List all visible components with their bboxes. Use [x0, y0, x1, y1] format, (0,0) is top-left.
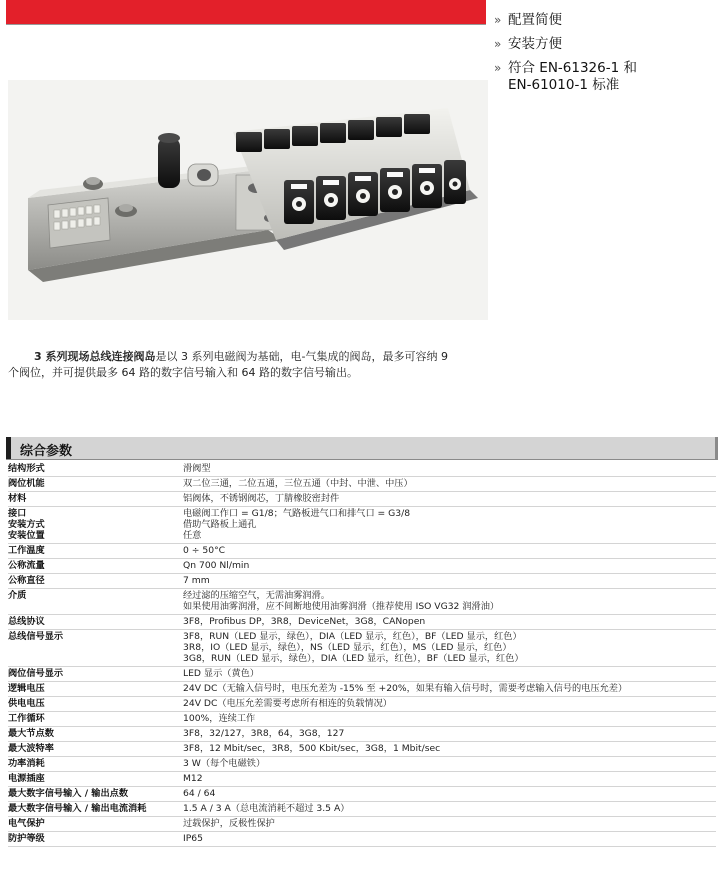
- param-value-text: 3F8，RUN（LED 显示，绿色），DIA（LED 显示，红色），BF（LED 显示，红色）: [183, 631, 522, 642]
- feature-item: » 配置简便: [494, 12, 562, 28]
- param-value-text: 3G8，RUN（LED 显示，绿色），DIA（LED 显示，红色），BF（LED 显示，红色）: [183, 653, 524, 664]
- params-section-header: [6, 437, 718, 460]
- header-end-marker: [715, 437, 718, 459]
- param-label: [8, 615, 183, 630]
- param-label-text: 最大波特率: [8, 743, 54, 754]
- param-label: [8, 544, 183, 559]
- param-label-text: 结构形式: [8, 463, 45, 474]
- param-value: [183, 615, 716, 630]
- param-label-text: 介质: [8, 590, 27, 601]
- param-value-text: 3F8，12 Mbit/sec，3R8，500 Kbit/sec，3G8，1 Mbit/sec: [183, 743, 441, 754]
- param-label-text: 工作循环: [8, 713, 45, 724]
- table-row: [8, 802, 716, 817]
- param-value: [183, 477, 716, 492]
- table-row: [8, 630, 716, 667]
- param-value: [183, 832, 716, 847]
- param-value: [183, 742, 716, 757]
- chevron-icon: »: [494, 61, 502, 75]
- param-label-text: 最大数字信号输入 / 输出电流消耗: [8, 803, 147, 814]
- table-row: [8, 787, 716, 802]
- param-label: [8, 574, 183, 589]
- table-row: [8, 615, 716, 630]
- param-value-text: 3F8，Profibus DP，3R8，DeviceNet，3G8，CANopen: [183, 616, 426, 627]
- param-value: [183, 802, 716, 817]
- param-value-text: 24V DC（无输入信号时，电压允差为 -15% 至 +20%，如果有输入信号时，需要考虑输入信号的电压允差）: [183, 683, 628, 694]
- param-label-text: 逻辑电压: [8, 683, 45, 694]
- table-row: [8, 697, 716, 712]
- table-row: [8, 817, 716, 832]
- param-value: [183, 574, 716, 589]
- param-value-text: 7 mm: [183, 575, 210, 586]
- param-label: [8, 742, 183, 757]
- table-row: [8, 727, 716, 742]
- param-value-text: 24V DC（电压允差需要考虑所有相连的负载情况）: [183, 698, 392, 709]
- param-label-text: 最大数字信号输入 / 输出点数: [8, 788, 129, 799]
- header-marker: [6, 437, 11, 459]
- param-value-text: Qn 700 Nl/min: [183, 560, 250, 571]
- param-value-text: 3R8，IO（LED 显示，绿色），NS（LED 显示，红色），MS（LED 显示，红色）: [183, 642, 512, 653]
- param-value-text: 0 ÷ 50°C: [183, 545, 226, 556]
- intro-text-2: 个阀位，并可提供最多 64 路的数字信号输入和 64 路的数字信号输出。: [8, 366, 358, 379]
- param-value: [183, 697, 716, 712]
- param-value: [183, 544, 716, 559]
- param-value-text: 64 / 64: [183, 788, 216, 799]
- param-label: [8, 802, 183, 817]
- params-title: 综合参数: [20, 444, 73, 459]
- param-label: [8, 727, 183, 742]
- table-row: [8, 589, 716, 615]
- param-value: [183, 589, 716, 615]
- param-label: [8, 492, 183, 507]
- param-value-text: LED 显示（黄色）: [183, 668, 260, 679]
- param-label: [8, 462, 183, 477]
- param-label-text: 安装位置: [8, 530, 45, 541]
- param-label: [8, 712, 183, 727]
- table-row: [8, 682, 716, 697]
- param-value-text: 3F8，32/127，3R8，64，3G8，127: [183, 728, 345, 739]
- param-value-text: 滑阀型: [183, 463, 211, 474]
- param-value-text: 过载保护，反极性保护: [183, 818, 275, 829]
- params-table: [8, 462, 716, 847]
- param-label-text: 功率消耗: [8, 758, 45, 769]
- param-label-text: 最大节点数: [8, 728, 54, 739]
- table-row: [8, 492, 716, 507]
- param-value-text: 1.5 A / 3 A（总电流消耗不超过 3.5 A）: [183, 803, 350, 814]
- param-label: [8, 772, 183, 787]
- feature-item: » 符合 EN-61326-1 和: [494, 60, 637, 76]
- param-value: [183, 712, 716, 727]
- param-label-text: 电源插座: [8, 773, 45, 784]
- table-row: [8, 832, 716, 847]
- param-label-text: 总线协议: [8, 616, 45, 627]
- param-value: [183, 772, 716, 787]
- param-value-text: 铝阀体，不锈钢阀芯，丁腈橡胶密封件: [183, 493, 340, 504]
- table-row: [8, 712, 716, 727]
- param-label-text: 电气保护: [8, 818, 45, 829]
- param-label-text: 接口: [8, 508, 27, 519]
- param-label-text: 供电电压: [8, 698, 45, 709]
- param-value-text: IP65: [183, 833, 203, 844]
- param-label: [8, 589, 183, 615]
- table-row: [8, 544, 716, 559]
- param-value-text: 如果使用油雾润滑，应不间断地使用油雾润滑（推荐使用 ISO VG32 润滑油）: [183, 601, 500, 612]
- header-rule: [6, 24, 486, 25]
- param-label: [8, 697, 183, 712]
- param-label: [8, 682, 183, 697]
- param-label: [8, 757, 183, 772]
- param-value-text: 任意: [183, 530, 202, 541]
- param-value: [183, 462, 716, 477]
- param-label-text: 公称直径: [8, 575, 45, 586]
- feature-item: » 安装方便: [494, 36, 562, 52]
- param-label-text: 公称流量: [8, 560, 45, 571]
- param-label-text: 阀位信号显示: [8, 668, 64, 679]
- feature-item-continued: EN-61010-1 标准: [508, 77, 620, 93]
- table-row: [8, 462, 716, 477]
- param-value-text: 经过滤的压缩空气，无需油雾润滑。: [183, 590, 330, 601]
- table-row: [8, 559, 716, 574]
- param-label: [8, 817, 183, 832]
- param-value: [183, 630, 716, 667]
- valve-island-product-image: [8, 80, 488, 320]
- table-row: [8, 772, 716, 787]
- param-label-text: 总线信号显示: [8, 631, 64, 642]
- intro-text-1: 是以 3 系列电磁阀为基础，电-气集成的阀岛，最多可容纳 9: [155, 350, 448, 363]
- param-label-text: 材料: [8, 493, 27, 504]
- param-value: [183, 817, 716, 832]
- param-value-text: 100%，连续工作: [183, 713, 256, 724]
- param-value: [183, 682, 716, 697]
- param-label: [8, 787, 183, 802]
- param-label: [8, 477, 183, 492]
- param-label: [8, 630, 183, 667]
- param-label: [8, 832, 183, 847]
- param-label-text: 工作温度: [8, 545, 45, 556]
- table-row: [8, 667, 716, 682]
- param-label: [8, 559, 183, 574]
- table-row: [8, 507, 716, 544]
- intro-paragraph: [8, 349, 478, 381]
- chevron-icon: »: [494, 37, 502, 51]
- table-row: [8, 477, 716, 492]
- table-row: [8, 574, 716, 589]
- header-red-bar: [6, 0, 486, 24]
- feature-list: [494, 12, 719, 101]
- param-value: [183, 757, 716, 772]
- param-label: [8, 507, 183, 544]
- param-label: [8, 667, 183, 682]
- param-value: [183, 787, 716, 802]
- param-value-text: M12: [183, 773, 203, 784]
- intro-lead: 3 系列现场总线连接阀岛: [34, 350, 156, 363]
- param-value-text: 电磁阀工作口 = G1/8；气路板进气口和排气口 = G3/8: [183, 508, 411, 519]
- param-value: [183, 667, 716, 682]
- param-label-text: 安装方式: [8, 519, 45, 530]
- param-value: [183, 492, 716, 507]
- param-value: [183, 507, 716, 544]
- param-value-text: 借助气路板上通孔: [183, 519, 257, 530]
- param-label-text: 阀位机能: [8, 478, 45, 489]
- table-row: [8, 757, 716, 772]
- param-value: [183, 559, 716, 574]
- param-value-text: 双二位三通，二位五通，三位五通（中封、中泄、中压）: [183, 478, 413, 489]
- chevron-icon: »: [494, 13, 502, 27]
- table-row: [8, 742, 716, 757]
- param-label-text: 防护等级: [8, 833, 45, 844]
- param-value: [183, 727, 716, 742]
- param-value-text: 3 W（每个电磁铁）: [183, 758, 266, 769]
